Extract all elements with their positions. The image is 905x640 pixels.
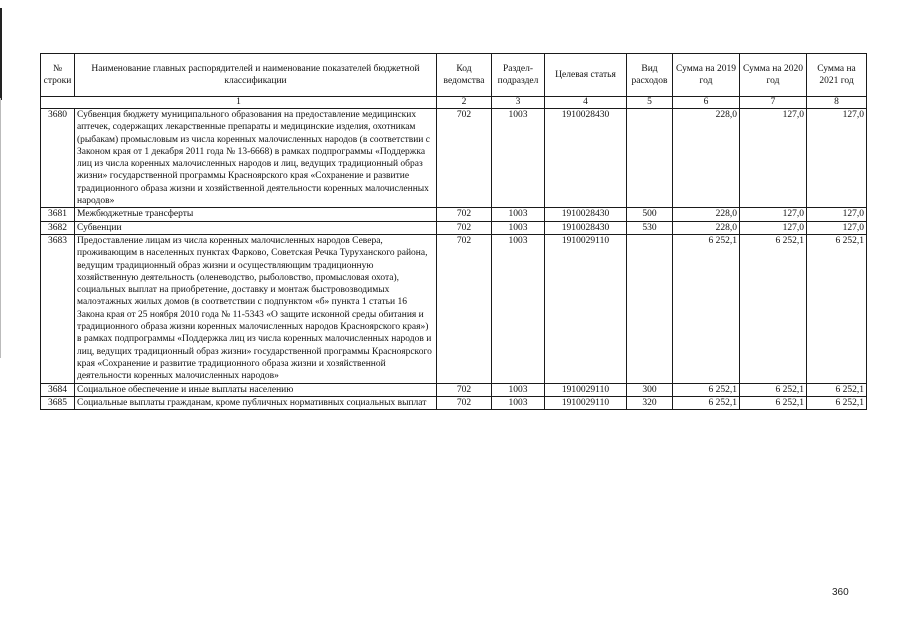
- row-number: 3684: [41, 383, 75, 396]
- row-sum-2020: 127,0: [740, 109, 807, 208]
- header-dept-code: Код ведомства: [437, 54, 492, 97]
- col-number: 8: [807, 97, 867, 109]
- row-name: Субвенция бюджету муниципального образования на предоставление медицинских аптечек, содержащих лекарственные препараты и медицинские изделия, охотникам (рыбакам) промысловым из числа коренных малочисленных народов (в соответствии с Законом края от 1 декабря 2011 года № 13-6668) в рамках подпрограммы «Поддержка лиц из числа коренных малочисленных народов и лиц, ведущих традиционный образ жизни» государственной программы Красноярского края «Сохранение и развитие традиционного образа жизни и хозяйственной деятельности коренных малочисленных народов»: [75, 109, 437, 208]
- col-number: 5: [627, 97, 673, 109]
- row-target: 1910029110: [545, 396, 627, 409]
- row-dept-code: 702: [437, 109, 492, 208]
- header-sum-2020: Сумма на 2020 год: [740, 54, 807, 97]
- row-section: 1003: [492, 221, 545, 234]
- row-name: Предоставление лицам из числа коренных малочисленных народов Севера, проживающим в населенных пунктах Фарково, Советская Речка Туруханского района, ведущим традиционный образ жизни и осуществляющим традиционную хозяйственную деятельность (оленеводство, рыболовство, промысловая охота), социальных выплат на приобретение, доставку и монтаж быстровозводимых малоэтажных жилых домов (в соответствии с подпунктом «б» пункта 1 статьи 16 Закона края от 25 ноября 2010 года № 11-5343 «О защите исконной среды обитания и традиционного образа жизни коренных малочисленных народов Красноярского края») в рамках подпрограммы «Поддержка лиц из числа коренных малочисленных народов и лиц, ведущих традиционный образ жизни» государственной программы Красноярского края «Сохранение и развитие традиционного образа жизни и хозяйственной деятельности коренных малочисленных народов»: [75, 234, 437, 383]
- row-name: Межбюджетные трансферты: [75, 208, 437, 221]
- column-number-row: [41, 97, 867, 109]
- row-dept-code: 702: [437, 221, 492, 234]
- row-sum-2020: 6 252,1: [740, 234, 807, 383]
- row-name: Социальные выплаты гражданам, кроме публичных нормативных социальных выплат: [75, 396, 437, 409]
- row-section: 1003: [492, 234, 545, 383]
- scan-edge-mark: [0, 8, 2, 100]
- row-expense-type: 530: [627, 221, 673, 234]
- row-sum-2020: 127,0: [740, 221, 807, 234]
- row-expense-type: 320: [627, 396, 673, 409]
- row-sum-2021: 127,0: [807, 208, 867, 221]
- row-section: 1003: [492, 208, 545, 221]
- header-name: Наименование главных распорядителей и наименование показателей бюджетной классификации: [75, 54, 437, 97]
- row-target: 1910029110: [545, 234, 627, 383]
- row-section: 1003: [492, 396, 545, 409]
- row-dept-code: 702: [437, 208, 492, 221]
- row-number: 3685: [41, 396, 75, 409]
- row-name: Социальное обеспечение и иные выплаты населению: [75, 383, 437, 396]
- row-sum-2019: 6 252,1: [673, 396, 740, 409]
- row-sum-2019: 6 252,1: [673, 383, 740, 396]
- header-expense-type: Вид расходов: [627, 54, 673, 97]
- row-sum-2019: 228,0: [673, 208, 740, 221]
- row-sum-2020: 127,0: [740, 208, 807, 221]
- row-dept-code: 702: [437, 396, 492, 409]
- table-row: [41, 208, 867, 221]
- row-sum-2020: 6 252,1: [740, 383, 807, 396]
- row-name: Субвенции: [75, 221, 437, 234]
- row-section: 1003: [492, 383, 545, 396]
- header-sum-2021: Сумма на 2021 год: [807, 54, 867, 97]
- row-number: 3682: [41, 221, 75, 234]
- header-sum-2019: Сумма на 2019 год: [673, 54, 740, 97]
- row-number: 3680: [41, 109, 75, 208]
- row-sum-2021: 127,0: [807, 221, 867, 234]
- table-row: [41, 109, 867, 208]
- row-expense-type: [627, 109, 673, 208]
- row-sum-2019: 228,0: [673, 109, 740, 208]
- row-sum-2019: 228,0: [673, 221, 740, 234]
- table-header-row: [41, 54, 867, 97]
- row-target: 1910029110: [545, 383, 627, 396]
- col-number: 2: [437, 97, 492, 109]
- row-target: 1910028430: [545, 109, 627, 208]
- header-section: Раздел-подраздел: [492, 54, 545, 97]
- header-target: Целевая статья: [545, 54, 627, 97]
- budget-table: [40, 53, 867, 410]
- row-dept-code: 702: [437, 234, 492, 383]
- page-number: 360: [832, 587, 849, 598]
- col-number: 6: [673, 97, 740, 109]
- table-row: [41, 383, 867, 396]
- scan-edge-shadow: [0, 98, 1, 358]
- row-sum-2021: 6 252,1: [807, 383, 867, 396]
- row-section: 1003: [492, 109, 545, 208]
- row-expense-type: 300: [627, 383, 673, 396]
- row-expense-type: 500: [627, 208, 673, 221]
- row-sum-2021: 127,0: [807, 109, 867, 208]
- col-number: 4: [545, 97, 627, 109]
- row-dept-code: 702: [437, 383, 492, 396]
- col-number: 7: [740, 97, 807, 109]
- col-number: 3: [492, 97, 545, 109]
- table-row: [41, 234, 867, 383]
- row-number: 3681: [41, 208, 75, 221]
- row-target: 1910028430: [545, 208, 627, 221]
- row-sum-2019: 6 252,1: [673, 234, 740, 383]
- col-number: 1: [41, 97, 437, 109]
- row-target: 1910028430: [545, 221, 627, 234]
- row-sum-2020: 6 252,1: [740, 396, 807, 409]
- row-expense-type: [627, 234, 673, 383]
- table-row: [41, 396, 867, 409]
- row-sum-2021: 6 252,1: [807, 234, 867, 383]
- header-row-no: № строки: [41, 54, 75, 97]
- table-row: [41, 221, 867, 234]
- row-number: 3683: [41, 234, 75, 383]
- row-sum-2021: 6 252,1: [807, 396, 867, 409]
